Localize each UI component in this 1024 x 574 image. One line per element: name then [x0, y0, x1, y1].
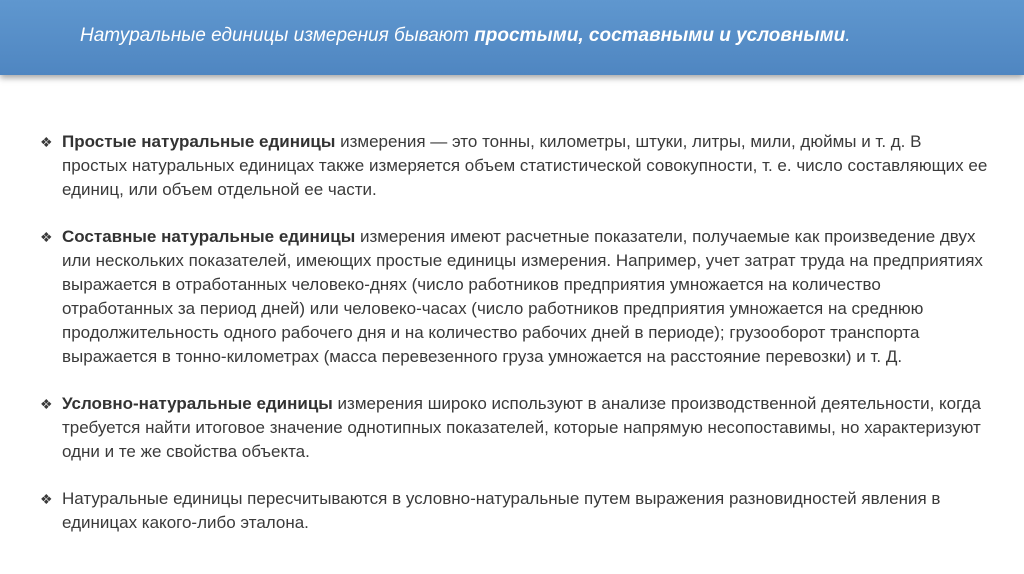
bullet-text: измерения широко используют в анализе производственной деятельности, когда требуется найти итоговое значение однотипных показателей, которые напрямую несопоставимы, но характеризуют одни и те же свойства объекта.	[62, 394, 981, 461]
bullet-item-conditional-units	[40, 392, 990, 464]
bullet-heading: Простые натуральные единицы	[62, 132, 336, 151]
diamond-bullet-icon: ❖	[40, 134, 53, 150]
bullet-text: измерения имеют расчетные показатели, получаемые как произведение двух или нескольких показателей, имеющих простые единицы измерения. Например, учет затрат труда на предприятиях выражается в отработанных человеко-днях (число работников предприятия умножается на количество отработанных за период дней) или человеко-часах (число работников предприятия умножается на среднюю продолжительность одного рабочего дня и на количество рабочих дней в периоде); грузооборот транспорта выражается в тонно-километрах (масса перевезенного груза умножается на расстояние перевозки) и т. Д.	[62, 227, 983, 366]
bullet-item-compound-units	[40, 225, 990, 369]
bullet-heading: Условно-натуральные единицы	[62, 394, 333, 413]
diamond-bullet-icon: ❖	[40, 491, 53, 507]
bullet-heading: Составные натуральные единицы	[62, 227, 356, 246]
slide-title	[80, 25, 851, 47]
title-emphasis: простыми, составными и условными	[474, 25, 846, 46]
title-bar	[0, 0, 1024, 75]
title-prefix: Натуральные единицы измерения бывают	[80, 25, 475, 46]
bullet-item-simple-units	[40, 130, 990, 202]
bullet-list	[40, 130, 990, 558]
bullet-item-conversion	[40, 487, 990, 535]
title-suffix: .	[845, 25, 851, 46]
bullet-text: измерения — это тонны, километры, штуки, литры, мили, дюймы и т. д. В простых натуральных единицах также измеряется объем статистической совокупности, т. е. число составляющих ее единиц, или объем отдельной ее части.	[62, 132, 988, 199]
bullet-text: Натуральные единицы пересчитываются в условно-натуральные путем выражения разновидностей явления в единицах какого-либо эталона.	[62, 489, 941, 532]
diamond-bullet-icon: ❖	[40, 229, 53, 245]
diamond-bullet-icon: ❖	[40, 396, 53, 412]
